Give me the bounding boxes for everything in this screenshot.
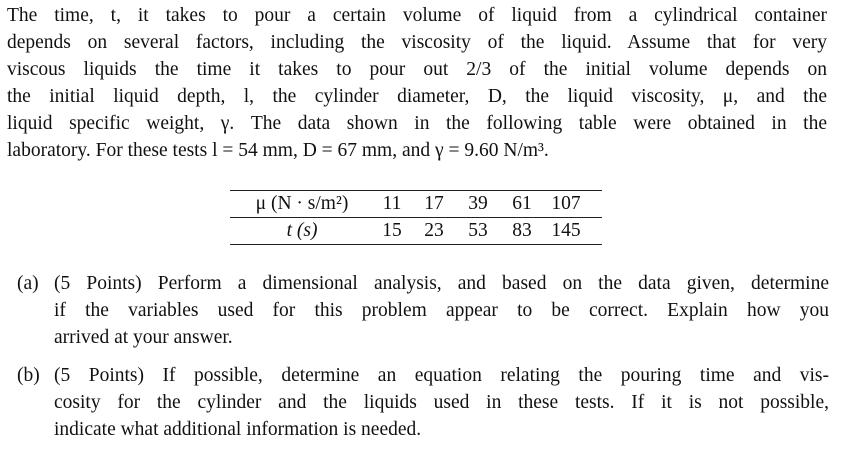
question-line: (5 Points) Perform a dimensional analysis, and based on the data given, determine bbox=[54, 273, 829, 294]
table-cell: 53 bbox=[468, 220, 488, 241]
question-line: arrived at your answer. bbox=[54, 327, 233, 348]
table-cell: 23 bbox=[424, 220, 444, 241]
table-cell: 61 bbox=[512, 193, 532, 214]
question-b-label: (b) bbox=[17, 365, 40, 386]
data-table bbox=[230, 190, 602, 245]
table-cell: 17 bbox=[424, 193, 444, 214]
row-header-time: t (s) bbox=[286, 220, 318, 241]
problem-line: liquid specific weight, γ. The data shown in the following table were obtained in the bbox=[7, 113, 827, 134]
question-b bbox=[17, 362, 829, 443]
problem-line: the initial liquid depth, l, the cylinder diameter, D, the liquid viscosity, μ, and the bbox=[7, 86, 827, 107]
question-line: cosity for the cylinder and the liquids used in these tests. If it is not possible, bbox=[54, 392, 829, 413]
question-line: (5 Points) If possible, determine an equation relating the pouring time and vis- bbox=[54, 365, 829, 386]
question-b-text bbox=[54, 362, 829, 443]
question-a-label: (a) bbox=[17, 273, 39, 294]
table-cell: 11 bbox=[382, 193, 402, 214]
table-cell: 15 bbox=[382, 220, 402, 241]
problem-line: The time, t, it takes to pour a certain volume of liquid from a cylindrical container bbox=[7, 5, 827, 26]
table-cell: 145 bbox=[551, 220, 581, 241]
problem-statement bbox=[7, 2, 827, 164]
row-header-viscosity: μ (N · s/m²) bbox=[255, 193, 349, 214]
problem-line: laboratory. For these tests l = 54 mm, D = 67 mm, and γ = 9.60 N/m³. bbox=[7, 140, 549, 161]
table-cell: 83 bbox=[512, 220, 532, 241]
problem-line: viscous liquids the time it takes to pour out 2/3 of the initial volume depends on bbox=[7, 59, 827, 80]
question-a bbox=[17, 270, 829, 351]
table-cell: 107 bbox=[551, 193, 581, 214]
question-a-text bbox=[54, 270, 829, 351]
table-bottom-rule bbox=[230, 244, 602, 245]
table-row-viscosity bbox=[230, 191, 602, 217]
problem-line: depends on several factors, including the viscosity of the liquid. Assume that for very bbox=[7, 32, 827, 53]
question-line: if the variables used for this problem appear to be correct. Explain how you bbox=[54, 300, 829, 321]
table-cell: 39 bbox=[468, 193, 488, 214]
table-row-time bbox=[230, 218, 602, 244]
question-line: indicate what additional information is needed. bbox=[54, 419, 422, 440]
